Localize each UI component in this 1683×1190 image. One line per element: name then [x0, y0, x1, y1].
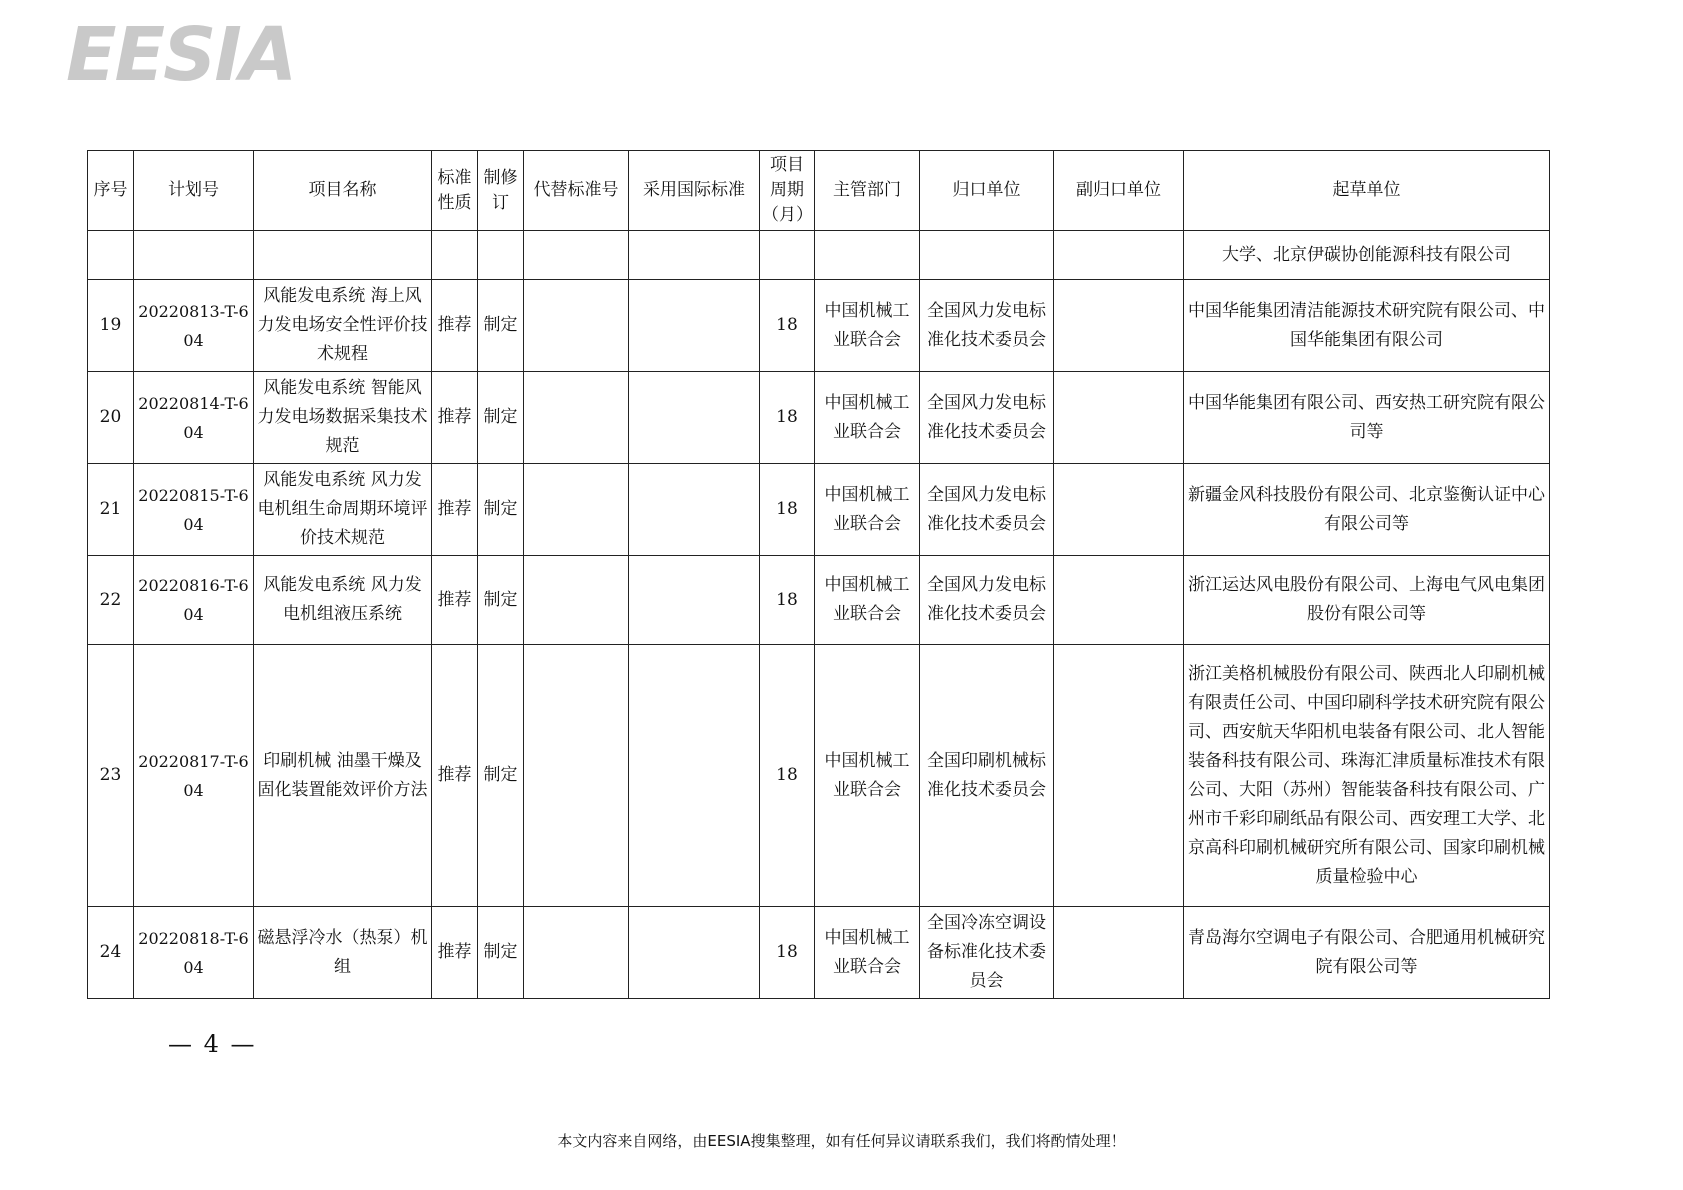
cell-revision: 制定 [478, 907, 524, 999]
cell-unit: 全国风力发电标准化技术委员会 [920, 372, 1054, 464]
header-nature: 标准性质 [432, 151, 478, 231]
cell-replace [524, 556, 629, 645]
cell-nature: 推荐 [432, 556, 478, 645]
cell-sub-unit [1054, 556, 1184, 645]
cell-drafter: 浙江运达风电股份有限公司、上海电气风电集团股份有限公司等 [1184, 556, 1550, 645]
table-row [88, 645, 1550, 907]
table-row [88, 907, 1550, 999]
cell-plan-no: 20220817-T-604 [134, 645, 254, 907]
cell-unit: 全国冷冻空调设备标准化技术委员会 [920, 907, 1054, 999]
cell-replace [524, 280, 629, 372]
cell-intl [629, 280, 760, 372]
header-seq: 序号 [88, 151, 134, 231]
cell-replace [524, 645, 629, 907]
cell-unit: 全国风力发电标准化技术委员会 [920, 556, 1054, 645]
cell-sub-unit [1054, 907, 1184, 999]
cell-seq: 21 [88, 464, 134, 556]
cell-name: 风能发电系统 风力发电机组液压系统 [254, 556, 432, 645]
header-dept: 主管部门 [815, 151, 920, 231]
cell-drafter: 中国华能集团清洁能源技术研究院有限公司、中国华能集团有限公司 [1184, 280, 1550, 372]
cell-plan-no: 20220815-T-604 [134, 464, 254, 556]
cell-nature: 推荐 [432, 907, 478, 999]
cell-name: 风能发电系统 风力发电机组生命周期环境评价技术规范 [254, 464, 432, 556]
cell-drafter: 大学、北京伊碳协创能源科技有限公司 [1184, 231, 1550, 280]
cell-drafter: 青岛海尔空调电子有限公司、合肥通用机械研究院有限公司等 [1184, 907, 1550, 999]
cell-nature: 推荐 [432, 464, 478, 556]
table-row [88, 464, 1550, 556]
cell-intl [629, 645, 760, 907]
cell-plan-no: 20220814-T-604 [134, 372, 254, 464]
header-unit: 归口单位 [920, 151, 1054, 231]
cell-plan-no: 20220818-T-604 [134, 907, 254, 999]
cell-revision: 制定 [478, 645, 524, 907]
cell-seq: 24 [88, 907, 134, 999]
cell-name: 印刷机械 油墨干燥及固化装置能效评价方法 [254, 645, 432, 907]
header-sub-unit: 副归口单位 [1054, 151, 1184, 231]
table-header-row [88, 151, 1550, 231]
cell-drafter: 浙江美格机械股份有限公司、陕西北人印刷机械有限责任公司、中国印刷科学技术研究院有限公司、西安航天华阳机电装备有限公司、北人智能装备科技有限公司、珠海汇津质量标准技术有限公司、大阳（苏州）智能装备科技有限公司、广州市千彩印刷纸品有限公司、西安理工大学、北京高科印刷机械研究所有限公司、国家印刷机械质量检验中心 [1184, 645, 1550, 907]
header-period: 项目周期（月） [760, 151, 815, 231]
header-intl: 采用国际标准 [629, 151, 760, 231]
header-revision: 制修订 [478, 151, 524, 231]
cell-dept: 中国机械工业联合会 [815, 464, 920, 556]
header-drafter: 起草单位 [1184, 151, 1550, 231]
cell-sub-unit [1054, 645, 1184, 907]
cell-period: 18 [760, 464, 815, 556]
cell-period: 18 [760, 556, 815, 645]
table-row-continuation [88, 231, 1550, 280]
cell-plan-no: 20220816-T-604 [134, 556, 254, 645]
header-name: 项目名称 [254, 151, 432, 231]
cell-intl [629, 372, 760, 464]
cell-intl [629, 464, 760, 556]
cell-drafter: 新疆金风科技股份有限公司、北京鉴衡认证中心有限公司等 [1184, 464, 1550, 556]
cell-unit: 全国印刷机械标准化技术委员会 [920, 645, 1054, 907]
cell-revision: 制定 [478, 372, 524, 464]
cell-nature: 推荐 [432, 372, 478, 464]
cell-nature: 推荐 [432, 645, 478, 907]
cell-revision: 制定 [478, 556, 524, 645]
cell-seq: 19 [88, 280, 134, 372]
cell-revision: 制定 [478, 464, 524, 556]
cell-drafter: 中国华能集团有限公司、西安热工研究院有限公司等 [1184, 372, 1550, 464]
table-row [88, 372, 1550, 464]
cell-name: 风能发电系统 海上风力发电场安全性评价技术规程 [254, 280, 432, 372]
cell-period: 18 [760, 280, 815, 372]
cell-seq: 20 [88, 372, 134, 464]
cell-dept: 中国机械工业联合会 [815, 280, 920, 372]
cell-sub-unit [1054, 280, 1184, 372]
cell-period: 18 [760, 645, 815, 907]
cell-replace [524, 464, 629, 556]
table-row [88, 280, 1550, 372]
cell-sub-unit [1054, 372, 1184, 464]
cell-replace [524, 907, 629, 999]
cell-unit: 全国风力发电标准化技术委员会 [920, 280, 1054, 372]
cell-dept: 中国机械工业联合会 [815, 645, 920, 907]
table-row [88, 556, 1550, 645]
footer-disclaimer: 本文内容来自网络，由EESIA搜集整理，如有任何异议请联系我们，我们将酌情处理！ [557, 1132, 1126, 1150]
cell-intl [629, 907, 760, 999]
cell-plan-no: 20220813-T-604 [134, 280, 254, 372]
page-number: — 4 — [168, 1030, 257, 1058]
cell-name: 风能发电系统 智能风力发电场数据采集技术规范 [254, 372, 432, 464]
cell-dept: 中国机械工业联合会 [815, 556, 920, 645]
cell-intl [629, 556, 760, 645]
cell-seq: 22 [88, 556, 134, 645]
cell-dept: 中国机械工业联合会 [815, 907, 920, 999]
eesia-logo: EESIA [66, 12, 296, 98]
cell-unit: 全国风力发电标准化技术委员会 [920, 464, 1054, 556]
standards-plan-table [87, 150, 1550, 999]
header-plan-no: 计划号 [134, 151, 254, 231]
header-replace: 代替标准号 [524, 151, 629, 231]
cell-dept: 中国机械工业联合会 [815, 372, 920, 464]
cell-revision: 制定 [478, 280, 524, 372]
cell-sub-unit [1054, 464, 1184, 556]
cell-replace [524, 372, 629, 464]
cell-seq: 23 [88, 645, 134, 907]
cell-nature: 推荐 [432, 280, 478, 372]
cell-period: 18 [760, 907, 815, 999]
cell-name: 磁悬浮冷水（热泵）机组 [254, 907, 432, 999]
cell-period: 18 [760, 372, 815, 464]
